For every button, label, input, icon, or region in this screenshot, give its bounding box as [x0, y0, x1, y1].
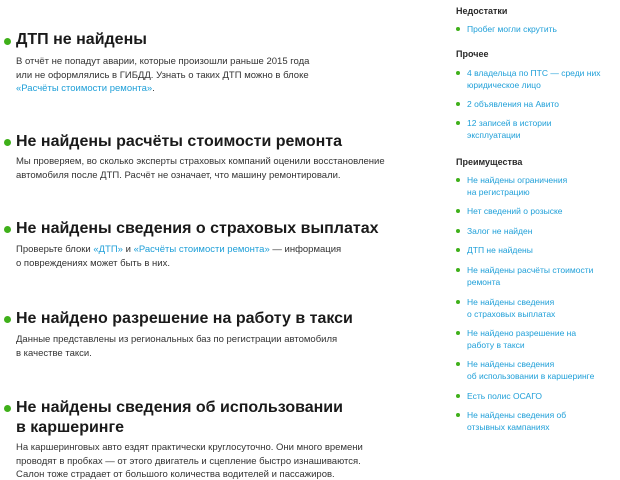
bullet-icon: [456, 178, 460, 182]
bullet-icon: [456, 413, 460, 417]
description-line: или не оформлялись в ГИБДД. Узнать о таких ДТП можно в блоке: [16, 69, 309, 81]
description-line: автомобиля после ДТП. Расчёт не означает, что машину ремонтировали.: [16, 169, 341, 181]
section-title: Не найдены расчёты стоимости ремонта: [16, 133, 343, 150]
section-title: ДТП не найдены: [16, 31, 147, 48]
bullet-icon: [456, 300, 460, 304]
section-description: [16, 441, 363, 480]
title-line: Не найдены сведения об использовании: [16, 399, 343, 416]
description-line: проводят в пробках — от этого двигатель и сцепление быстро изнашиваются.: [16, 455, 361, 467]
description-line: Мы проверяем, во сколько эксперты страховых компаний оценили восстановление: [16, 156, 385, 167]
status-dot-icon: [4, 405, 11, 412]
status-dot-icon: [4, 139, 11, 146]
bullet-icon: [456, 229, 460, 233]
bullet-icon: [456, 394, 460, 398]
repair-costs-link[interactable]: «Расчёты стоимости ремонта»: [133, 244, 270, 255]
sidebar-heading-other: Прочее: [456, 49, 489, 59]
description-line: На каршеринговых авто ездят практически круглосуточно. Они много времени: [16, 442, 363, 453]
description-line: в качестве такси.: [16, 347, 92, 359]
section-description: [16, 155, 385, 182]
sidebar-heading-drawbacks: Недостатки: [456, 6, 508, 16]
status-dot-icon: [4, 226, 11, 233]
description-line: В отчёт не попадут аварии, которые произошли раньше 2015 года: [16, 56, 310, 67]
bullet-icon: [456, 71, 460, 75]
section-description: Проверьте блоки «ДТП» и «Расчёты стоимости ремонта» — информация о повреждениях может быть в них.: [16, 244, 342, 269]
repair-costs-link[interactable]: «Расчёты стоимости ремонта»: [16, 83, 153, 94]
accidents-link[interactable]: «ДТП»: [93, 244, 123, 255]
bullet-icon: [456, 248, 460, 252]
section-title: Не найдено разрешение на работу в такси: [16, 310, 353, 327]
section-title: Не найдены сведения о страховых выплатах: [16, 220, 379, 237]
bullet-icon: [456, 102, 460, 106]
bullet-icon: [456, 268, 460, 272]
section-title: [16, 398, 343, 438]
bullet-icon: [456, 27, 460, 31]
bullet-icon: [456, 331, 460, 335]
bullet-icon: [456, 121, 460, 125]
bullet-icon: [456, 362, 460, 366]
description-line: о повреждениях может быть в них.: [16, 257, 170, 269]
title-line: в каршеринге: [16, 419, 125, 436]
bullet-icon: [456, 209, 460, 213]
description-line: Данные представлены из региональных баз по регистрации автомобиля: [16, 334, 338, 345]
sidebar-heading-advantages: Преимущества: [456, 157, 523, 167]
description-line: Салон тоже страдает от большого количества водителей и пассажиров.: [16, 469, 335, 480]
status-dot-icon: [4, 38, 11, 45]
status-dot-icon: [4, 316, 11, 323]
section-description: В отчёт не попадут аварии, которые произошли раньше 2015 года или не оформлялись в ГИБДД. Узнать о таких ДТП можно в блоке «Расчёты стоимости ремонта».: [16, 56, 310, 94]
section-description: [16, 333, 337, 360]
